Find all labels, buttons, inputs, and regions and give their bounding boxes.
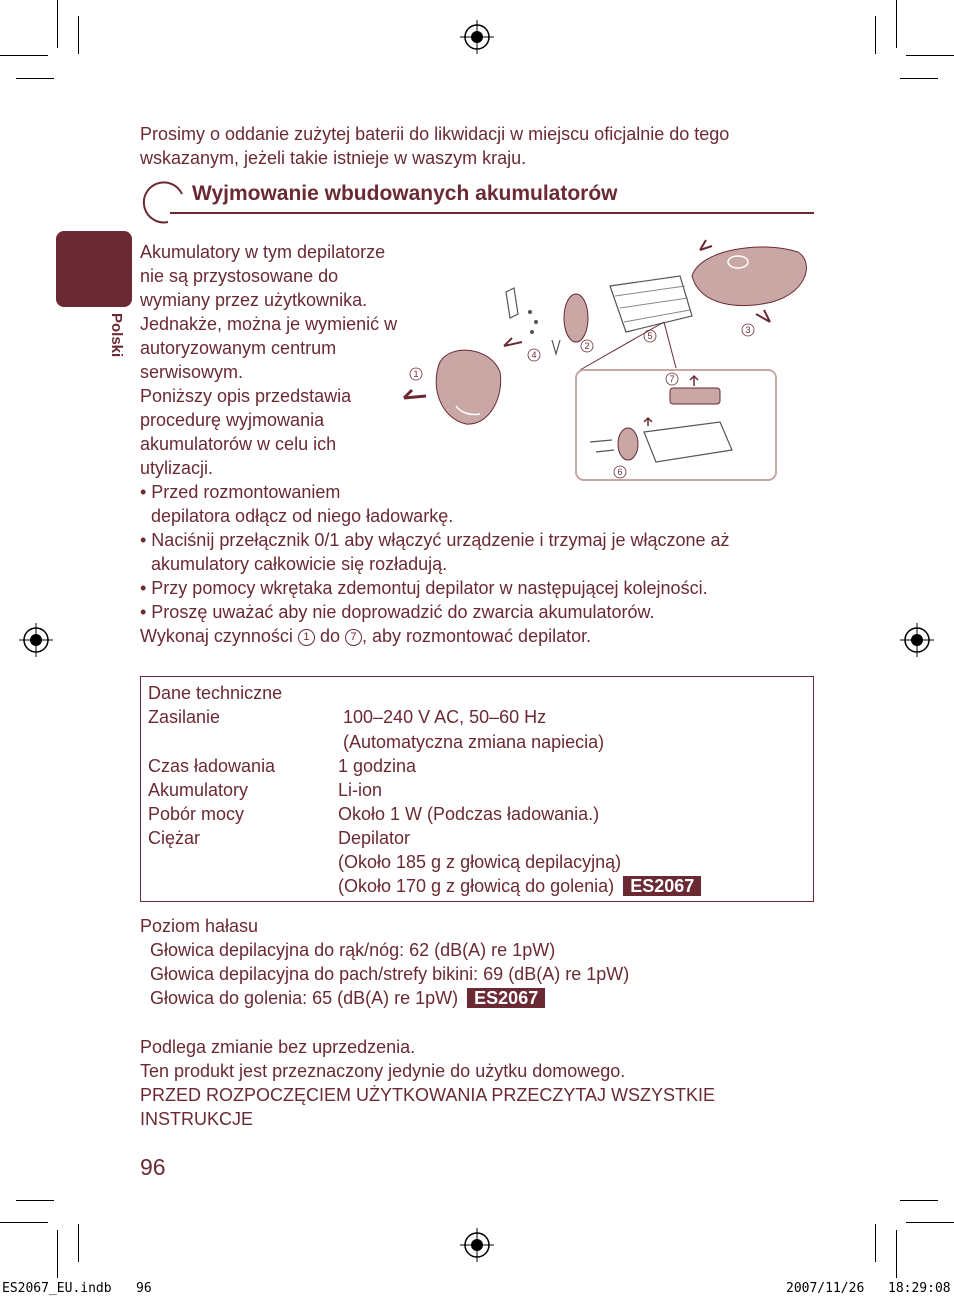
spec-value: (Około 185 g z głowicą depilacyjną) [338,852,622,872]
spec-label: Akumulatory [148,780,249,800]
spec-value: 100–240 V AC, 50–60 Hz [343,707,547,727]
cover-shell [692,247,806,306]
crop-mark [900,78,938,79]
step-label-5: 5 [647,331,653,341]
noise-title: Poziom hałasu [140,916,259,936]
crop-mark [57,0,58,48]
body-line: procedurę wyjmowania [140,410,325,430]
bullet-line: depilatora odłącz od niego ładowarkę. [151,506,454,526]
body-line: Poniższy opis przedstawia [140,386,352,406]
intro-line: Prosimy o oddanie zużytej baterii do likwidacji w miejscu oficjalnie do tego [140,124,730,144]
bullet-line: • Proszę uważać aby nie doprowadzić do zwarcia akumulatorów. [140,602,655,622]
step-label-3: 3 [745,325,751,335]
step-label-2: 2 [584,341,590,351]
crop-mark [875,1224,876,1262]
body-line: autoryzowanym centrum [140,338,337,358]
registration-mark-icon [460,20,494,54]
section-divider [170,212,814,214]
crop-mark [16,78,54,79]
model-badge: ES2067 [467,988,545,1008]
body-line: serwisowym. [140,362,244,382]
crop-mark [78,16,79,54]
inset-frame [576,370,776,480]
crop-mark [896,0,897,48]
disassembly-diagram [400,236,815,484]
motor-frame [610,276,692,332]
spec-value: Li-ion [338,780,383,800]
closing-line: Podlega zmianie bez uprzedzenia. [140,1037,416,1057]
clip-part [506,288,518,318]
language-tab [56,231,132,307]
spec-label: Zasilanie [148,707,221,727]
crop-mark [896,1230,897,1278]
bullet-line: • Naciśnij przełącznik 0/1 aby włączyć urządzenie i trzymaj je włączone aż [140,530,730,550]
crop-mark [875,16,876,54]
footer-time: 18:29:08 [888,1281,951,1296]
footer-page: 96 [136,1281,152,1296]
registration-mark-icon [19,623,53,657]
crop-mark [906,1222,954,1223]
spec-value: (Automatyczna zmiana napiecia) [343,732,605,752]
spec-label: Pobór mocy [148,804,245,824]
body-line: akumulatorów w celu ich [140,434,337,454]
step-label-4: 4 [531,350,537,360]
step-label-1: 1 [413,369,419,379]
body-line: utylizacji. [140,458,214,478]
noise-line-with-badge [150,986,545,1010]
specs-title: Dane techniczne [148,683,283,703]
page-number: 96 [140,1154,166,1180]
crop-mark [900,1200,938,1201]
bullet-line: akumulatory całkowicie się rozładują. [151,554,448,574]
battery [670,388,720,404]
body-line: nie są przystosowane do [140,266,339,286]
spec-label: Ciężar [148,828,201,848]
epilator-head [436,350,500,424]
gear-disc [564,294,588,342]
crop-mark [57,1230,58,1278]
crop-mark [0,55,48,56]
section-bracket-icon [138,180,188,226]
spec-value-with-badge [338,874,701,898]
section-title: Wyjmowanie wbudowanych akumulatorów [192,182,618,205]
registration-mark-icon [900,623,934,657]
crop-mark [0,1222,48,1223]
body-line: Jednakże, można je wymienić w [140,314,398,334]
noise-line: Głowica depilacyjna do rąk/nóg: 62 (dB(A) re 1pW) [150,940,556,960]
closing-line: Ten produkt jest przeznaczony jedynie do użytku domowego. [140,1061,626,1081]
steps-mid: do [319,626,340,646]
noise-line: Głowica do golenia: 65 (dB(A) re 1pW) [150,988,459,1008]
body-line: wymiany przez użytkownika. [140,290,368,310]
step-to-badge: 7 [345,629,362,646]
spec-value: Około 1 W (Podczas ładowania.) [338,804,600,824]
noise-line: Głowica depilacyjna do pach/strefy bikini: 69 (dB(A) re 1pW) [150,964,630,984]
footer-date: 2007/11/26 [786,1281,865,1296]
step-from-badge: 1 [298,629,315,646]
step-label-7: 7 [669,374,675,384]
crop-mark [906,55,954,56]
crop-mark [16,1200,54,1201]
bullet-line: • Przy pomocy wkrętaka zdemontuj depilator w następującej kolejności. [140,578,708,598]
spec-value: Depilator [338,828,411,848]
footer-file: ES2067_EU.indb [2,1281,112,1296]
spec-value: (Około 170 g z głowicą do golenia) [338,876,615,896]
closing-line: INSTRUKCJE [140,1109,254,1129]
body-line: Akumulatory w tym depilatorze [140,242,386,262]
closing-line: PRZED ROZPOCZĘCIEM UŻYTKOWANIA PRZECZYTAJ WSZYSTKIE [140,1085,716,1105]
spec-value: 1 godzina [338,756,417,776]
step-label-6: 6 [617,467,623,477]
steps-suffix: , aby rozmontować depilator. [361,626,592,646]
model-badge: ES2067 [623,876,701,896]
intro-line: wskazanym, jeżeli takie istnieje w waszym kraju. [140,148,527,168]
steps-prefix: Wykonaj czynności [140,626,293,646]
crop-mark [78,1224,79,1262]
registration-mark-icon [460,1228,494,1262]
steps-instruction [140,624,591,648]
spec-label: Czas ładowania [148,756,276,776]
language-label: Polski [108,313,125,358]
bullet-line: • Przed rozmontowaniem [140,482,341,502]
